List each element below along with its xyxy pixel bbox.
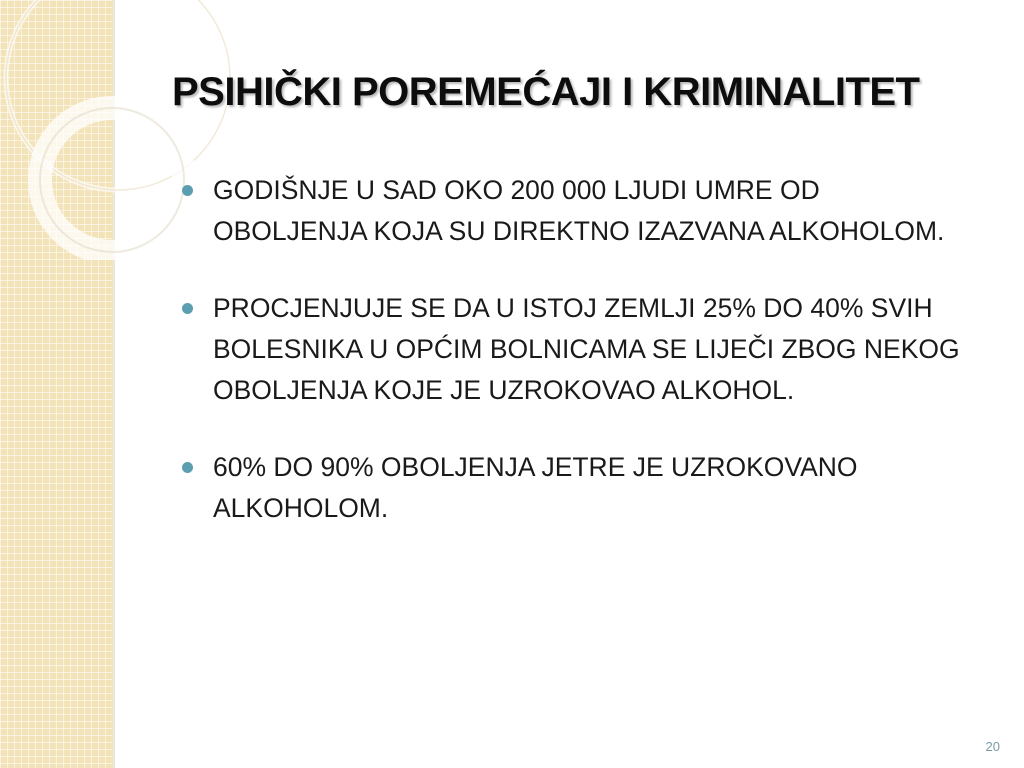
bullet-point-icon — [182, 185, 193, 196]
bullet-item — [180, 288, 960, 411]
bullet-point-icon — [182, 462, 193, 473]
bullet-item — [180, 170, 960, 252]
bullet-text: 60% DO 90% OBOLJENJA JETRE JE UZROKOVANO ALKOHOLOM. — [213, 452, 858, 523]
slide-title: PSIHIČKI POREMEĆAJI I KRIMINALITET — [172, 70, 920, 114]
bullet-text: PROCJENJUJE SE DA U ISTOJ ZEMLJI 25% DO 40% SVIH BOLESNIKA U OPĆIM BOLNICAMA SE LIJEČI ZBOG NEKOG OBOLJENJA KOJE JE UZROKOVAO ALKOHOL. — [213, 293, 960, 405]
bullet-list — [180, 170, 960, 529]
bullet-item — [180, 447, 960, 529]
bullet-point-icon — [182, 303, 193, 314]
page-number: 20 — [985, 739, 1000, 754]
bullet-text: GODIŠNJE U SAD OKO 200 000 LJUDI UMRE OD OBOLJENJA KOJA SU DIREKTNO IZAZVANA ALKOHOLOM. — [213, 175, 945, 246]
